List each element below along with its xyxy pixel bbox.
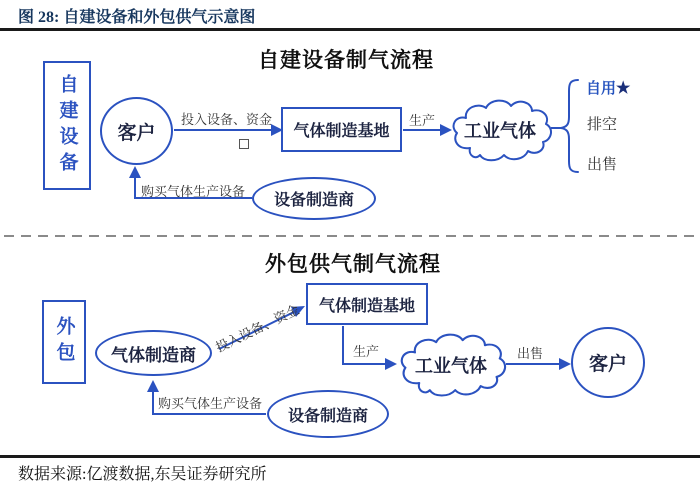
gas-base-node-top: 气体制造基地 [281,107,402,152]
equipment-maker-node-top: 设备制造商 [252,177,376,220]
arrowhead-sell-bottom [559,358,571,370]
side-label-outsourced: 外包 [42,300,86,384]
industrial-gas-label-bottom: 工业气体 [415,355,487,376]
outcome-self-use-label: 自用 [586,80,617,97]
data-source: 数据来源:亿渡数据,东吴证券研究所 [18,466,267,483]
invest-label-bottom: 投入设备、资金 [213,301,302,356]
side-label-self-built: 自建设备 [43,61,91,190]
arrowhead-buy-top [129,166,141,178]
arrowhead-buy-bottom [147,380,159,392]
gas-maker-node-bottom: 气体制造商 [95,330,212,376]
stray-square-glyph [239,139,249,149]
produce-label-bottom: 生产 [353,344,380,359]
invest-label-top: 投入设备、资金 [181,112,273,127]
produce-label-top: 生产 [409,113,436,128]
customer-node-top: 客户 [100,97,173,165]
outcome-vent [587,113,617,134]
bottom-flow-title: 外包供气制气流程 [265,253,441,276]
outcome-vent-label: 排空 [587,116,618,133]
star-icon: ★ [616,80,631,97]
industrial-gas-label-top: 工业气体 [464,121,536,141]
buy-label-top: 购买气体生产设备 [141,184,246,199]
customer-node-bottom: 客户 [571,327,645,398]
outcome-brace [561,80,578,172]
sell-label-bottom: 出售 [517,346,544,361]
top-flow-title: 自建设备制气流程 [258,49,434,72]
arrowhead-produce-bottom [385,358,397,370]
buy-label-bottom: 购买气体生产设备 [158,396,263,411]
outcome-self-use [586,77,630,98]
equipment-maker-node-bottom: 设备制造商 [267,390,389,438]
gas-base-node-bottom: 气体制造基地 [306,283,428,325]
outcome-sell [587,153,617,174]
figure-caption: 图 28: 自建设备和外包供气示意图 [18,9,256,26]
outcome-sell-label: 出售 [587,156,618,173]
footer-rule [0,455,700,458]
